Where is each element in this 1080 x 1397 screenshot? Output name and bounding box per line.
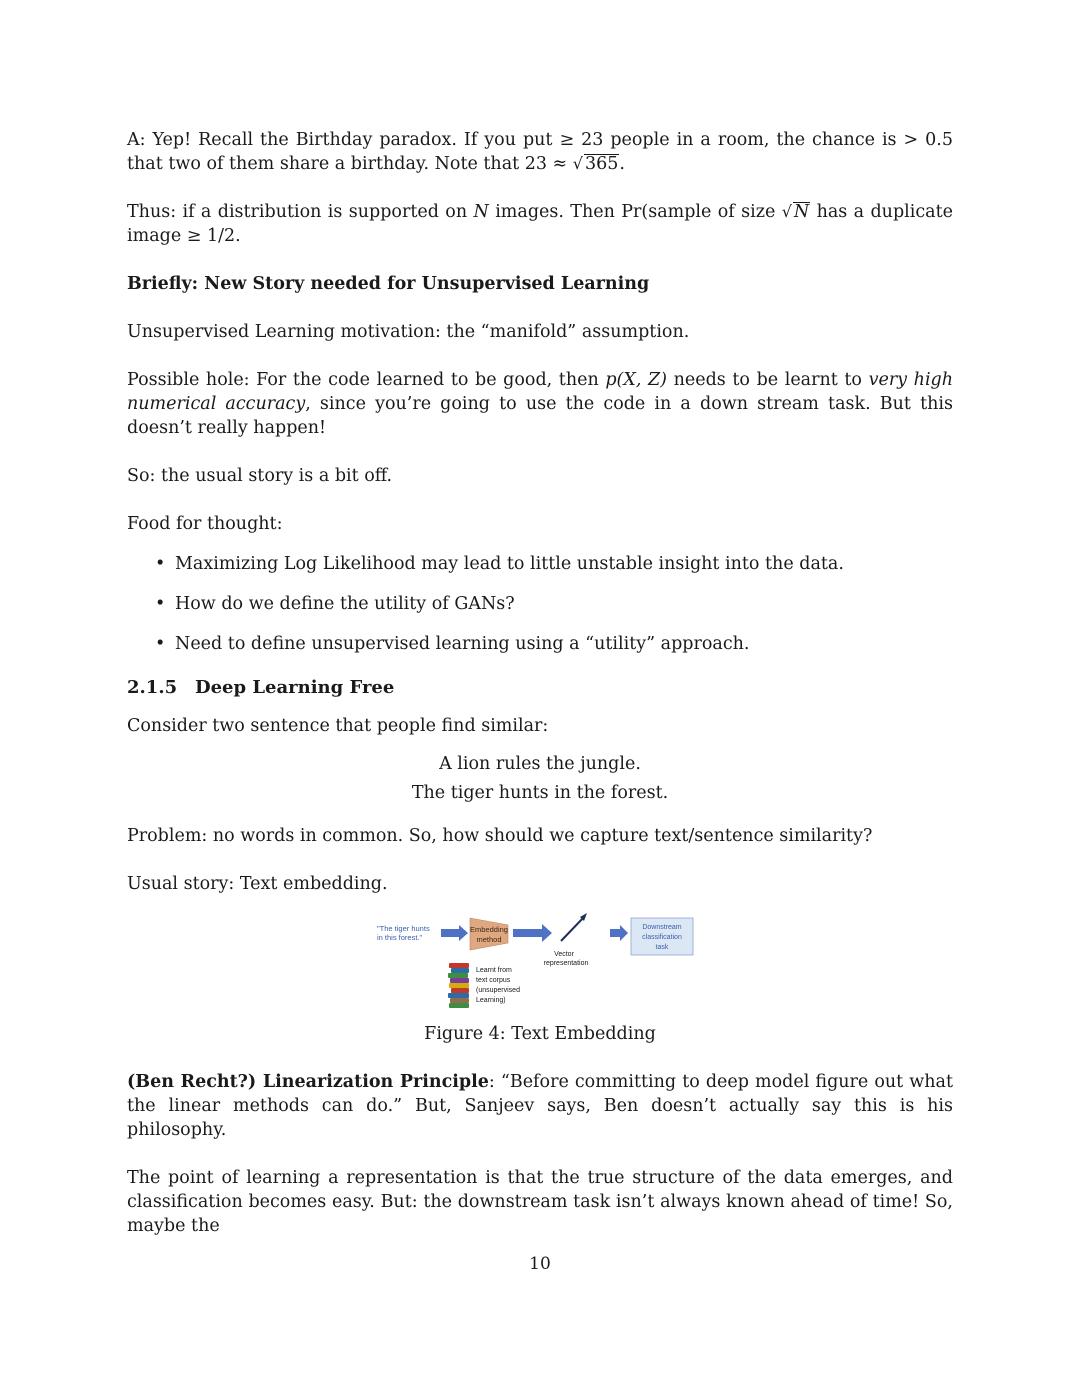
text-span: , since you’re going to use the code in a down stream task. But this doesn’t really happen! [127, 394, 953, 438]
figure-text-embedding [375, 912, 705, 1012]
input-text-line: "The tiger hunts [377, 924, 430, 933]
books-icon [448, 963, 469, 1008]
input-text-line: in this forest." [377, 933, 423, 942]
embedding-method-shape [470, 918, 508, 950]
arrow-icon [610, 925, 628, 941]
downstream-label: Downstream [642, 924, 682, 931]
section-heading [127, 676, 953, 700]
section-number: 2.1.5 [127, 677, 178, 698]
learnt-label: text corpus [476, 977, 511, 984]
example-sentences [127, 750, 953, 808]
vector-arrow-icon [561, 916, 585, 941]
text-span: has a duplicate image ≥ 1/2. [127, 202, 953, 246]
sqrt-radicand: 365 [584, 154, 619, 174]
text-span: needs to be learnt to [667, 370, 869, 390]
paragraph-birthday [127, 128, 953, 176]
paragraph-problem: Problem: no words in common. So, how should we capture text/sentence similarity? [127, 826, 873, 846]
paragraph-representation: The point of learning a representation is that the true structure of the data emerges, and classification becomes easy. But: the downstream task isn’t always known ahead of time! So, maybe the [127, 1168, 953, 1236]
math-n: N [473, 202, 489, 222]
sqrt-symbol: √ [781, 202, 792, 221]
paragraph-food: Food for thought: [127, 514, 283, 534]
paragraph-possible-hole [127, 368, 953, 440]
learnt-label: (unsupervised [476, 987, 520, 994]
sqrt-radicand: N [793, 202, 810, 222]
text-span: images. Then Pr(sample of size [488, 202, 782, 222]
learnt-label: Learning) [476, 997, 506, 1004]
figure-caption: Figure 4: Text Embedding [424, 1024, 656, 1044]
vector-label: Vector [554, 951, 574, 958]
text-span: Possible hole: For the code learned to be good, then [127, 370, 606, 390]
paragraph-thus [127, 200, 953, 248]
math-pxz: p(X, Z) [605, 370, 668, 390]
text-span: Thus: if a distribution is supported on [127, 202, 474, 222]
page-number: 10 [529, 1254, 551, 1274]
list-item: • Maximizing Log Likelihood may lead to little unstable insight into the data. [175, 552, 953, 576]
embedding-label: method [476, 935, 502, 944]
learnt-label: Learnt from [476, 967, 512, 974]
paragraph-usual-story: Usual story: Text embedding. [127, 874, 388, 894]
paragraph-consider: Consider two sentence that people find similar: [127, 716, 549, 736]
sqrt-symbol: √ [572, 154, 583, 173]
text-span: . [619, 154, 625, 174]
arrow-icon [513, 924, 552, 942]
downstream-label: task [655, 944, 669, 951]
paragraph-motivation: Unsupervised Learning motivation: the “manifold” assumption. [127, 322, 690, 342]
page-body [127, 128, 953, 1262]
emphasis: very high numerical accuracy [127, 370, 954, 414]
list-item: • Need to define unsupervised learning using a “utility” approach. [175, 632, 953, 656]
sentence: A lion rules the jungle. [439, 754, 641, 774]
vector-label: representation [543, 960, 589, 967]
embedding-diagram [375, 912, 705, 1012]
text-span: : “Before committing to deep model figure out what the linear methods can do.” But, Sanjeev says, Ben doesn’t actually say this is his philosophy. [127, 1072, 953, 1140]
paragraph-linearization [127, 1070, 953, 1142]
paragraph-heading: Briefly: New Story needed for Unsupervised Learning [127, 274, 650, 294]
downstream-label: classification [642, 934, 682, 941]
arrow-icon [441, 925, 468, 941]
paragraph-story-off: So: the usual story is a bit off. [127, 466, 393, 486]
section-title: Deep Learning Free [195, 677, 395, 698]
text-span: A: Yep! Recall the Birthday paradox. If you put ≥ 23 people in a room, the chance is > 0.5 that two of them share a birthday. Note that 23 ≈ [127, 130, 953, 174]
bold-term: (Ben Recht?) Linearization Principle [127, 1072, 489, 1092]
embedding-label: Embedding [470, 925, 508, 934]
sentence: The tiger hunts in the forest. [411, 783, 669, 803]
bullet-list [127, 552, 953, 656]
list-item: • How do we define the utility of GANs? [175, 592, 953, 616]
